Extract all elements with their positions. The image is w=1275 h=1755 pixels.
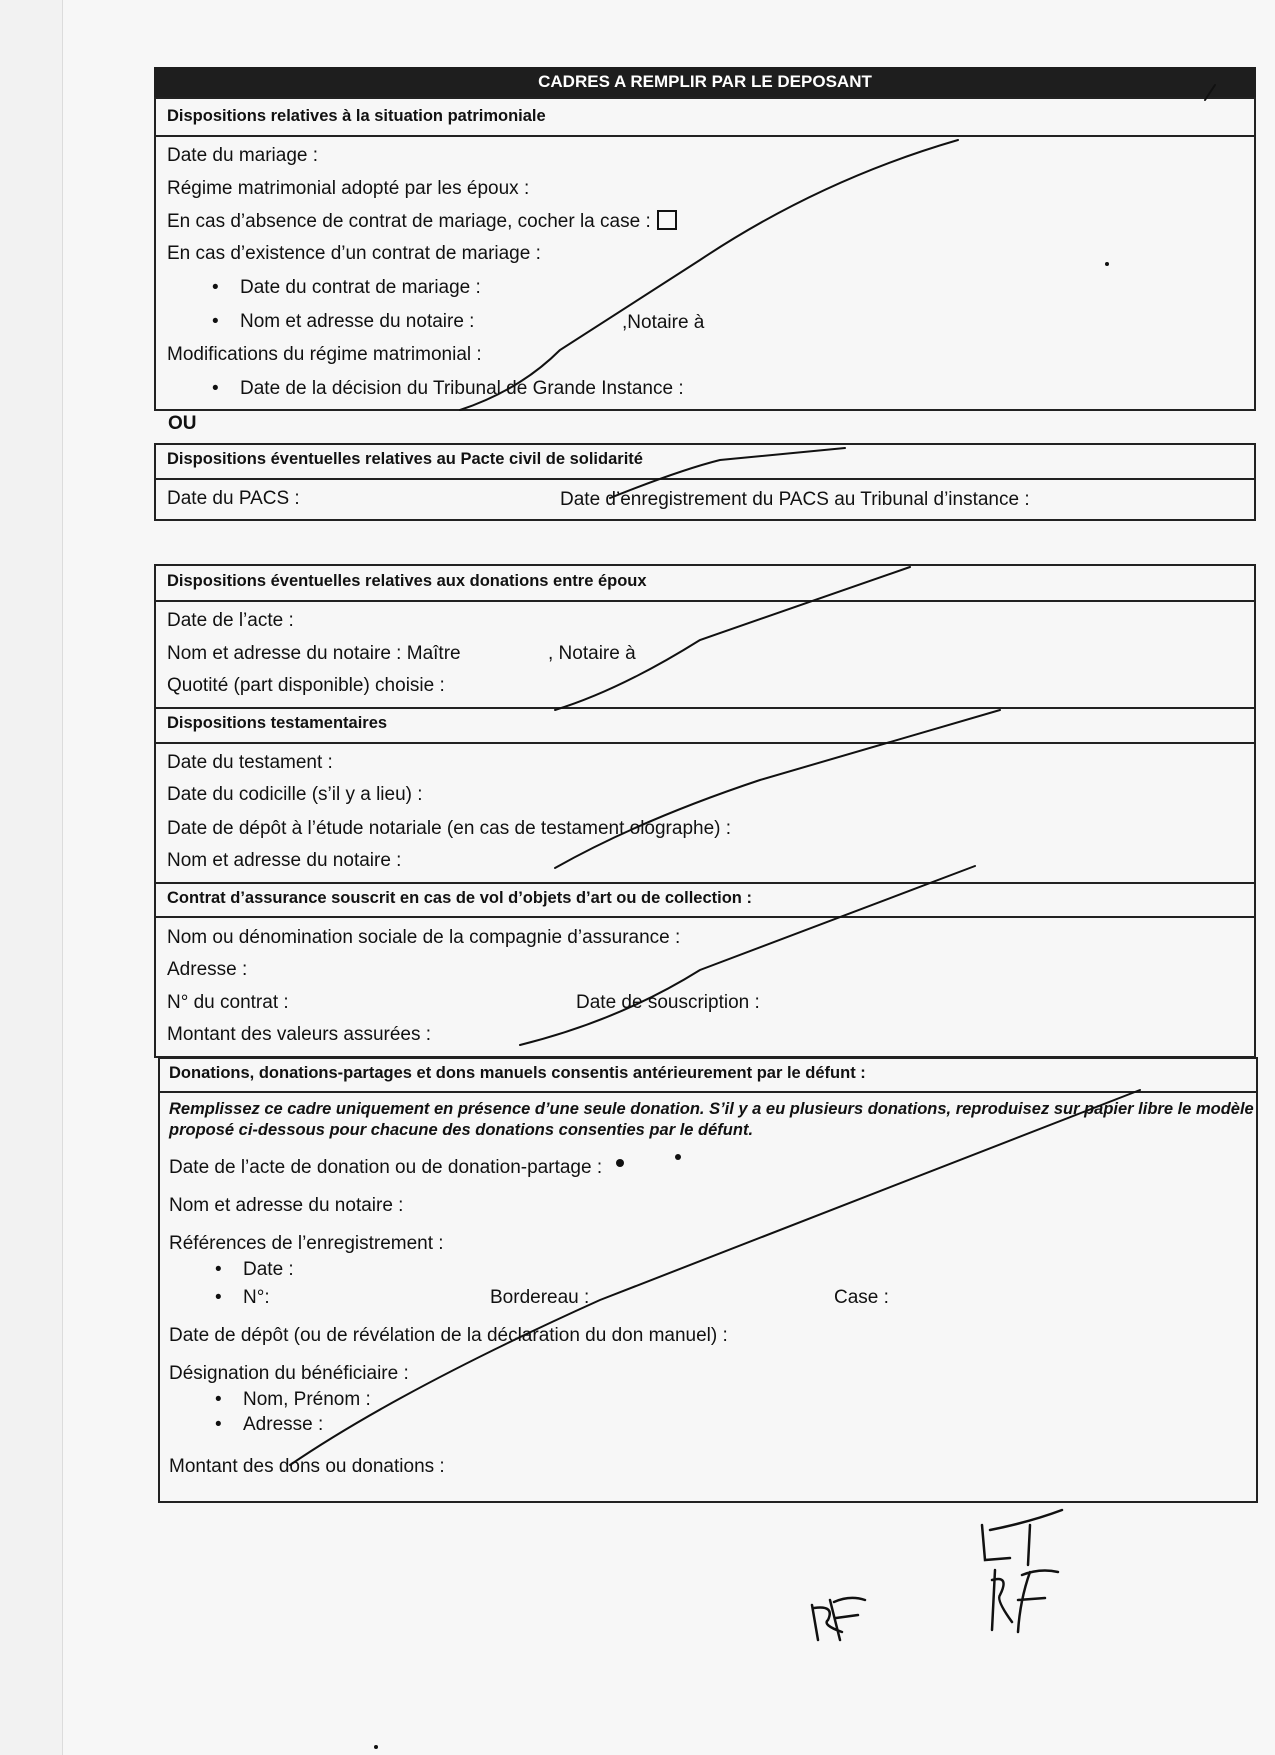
bordereau-label: Bordereau : [490,1287,590,1308]
cancel-stroke [555,567,910,710]
donations-defunt-title: Donations, donations-partages et dons manuels consentis antérieurement par le défunt : [169,1064,866,1082]
date-depot-label: Date de dépôt à l’étude notariale (en cas de testament olographe) : [167,818,732,839]
existence-contrat-label: En cas d’existence d’un contrat de mariage : [167,243,541,264]
date-pacs-label: Date du PACS : [167,488,300,509]
ink-dot [1105,262,1109,266]
absence-contrat-label: En cas d’absence de contrat de mariage, cocher la case : [167,211,651,232]
ou-label: OU [168,413,197,434]
nom-prenom-label: • Nom, Prénom : [243,1389,371,1411]
patrimoniale-title: Dispositions relatives à la situation patrimoniale [167,107,546,125]
quotite-label: Quotité (part disponible) choisie : [167,675,445,696]
cancel-stroke [1205,85,1215,100]
nom-notaire-label: Nom et adresse du notaire : [167,850,402,871]
date-mariage-label: Date du mariage : [167,145,319,166]
cancel-stroke [290,1090,1140,1465]
date-enregistrement-label: Date d’enregistrement du PACS au Tribunal d’instance : [560,489,1030,510]
designation-label: Désignation du bénéficiaire : [169,1363,409,1384]
date-contrat-label: • Date du contrat de mariage : [240,277,481,299]
nom-notaire-label: Nom et adresse du notaire : [169,1195,404,1216]
testamentaires-title: Dispositions testamentaires [167,714,388,732]
date-codicille-label: Date du codicille (s’il y a lieu) : [167,784,423,805]
date-depot-don-label: Date de dépôt (ou de révélation de la déclaration du don manuel) : [169,1325,728,1346]
adresse-label: Adresse : [167,959,248,980]
initials-rf-right [992,1570,1058,1632]
ref-numero-label: • N°: [243,1287,270,1309]
initials-lt [982,1510,1062,1565]
date-acte-donation-label: Date de l’acte de donation ou de donation-partage : [169,1157,603,1178]
beneficiaire-adresse-label: • Adresse : [243,1414,323,1436]
references-label: Références de l’enregistrement : [169,1233,444,1254]
montant-dons-label: Montant des dons ou donations : [169,1456,445,1477]
assurance-title: Contrat d’assurance souscrit en cas de vol d’objets d’art ou de collection : [167,889,752,907]
case-label: Case : [834,1287,889,1308]
ref-date-label: • Date : [243,1259,294,1281]
donations-note: Remplissez ce cadre uniquement en présence d’une seule donation. S’il y a eu plusieurs donations, reproduisez sur papier libre le modèle proposé ci-dessous pour chacune des donations consenties par le défunt. [169,1100,1254,1139]
ink-dot [374,1745,378,1749]
notaire-a-label: , Notaire à [548,643,636,664]
date-decision-label: • Date de la décision du Tribunal de Grande Instance : [240,378,684,400]
maitre-notaire-label: Nom et adresse du notaire : Maître [167,643,461,664]
cancel-stroke [460,140,958,410]
nom-notaire-label: • Nom et adresse du notaire : [240,311,474,333]
donations-epoux-title: Dispositions éventuelles relatives aux donations entre époux [167,572,647,590]
compagnie-label: Nom ou dénomination sociale de la compagnie d’assurance : [167,927,681,948]
ink-dot [675,1154,681,1160]
cancel-stroke [520,866,975,1045]
contrat-label: N° du contrat : [167,992,289,1013]
montant-assure-label: Montant des valeurs assurées : [167,1024,432,1045]
form-header: CADRES A REMPLIR PAR LE DEPOSANT [154,67,1256,97]
souscription-label: Date de souscription : [576,992,760,1013]
modifications-label: Modifications du régime matrimonial : [167,344,482,365]
ink-dot [616,1159,624,1167]
initials-rf-left [812,1598,865,1640]
date-acte-label: Date de l’acte : [167,610,294,631]
cancel-stroke [610,448,845,498]
regime-label: Régime matrimonial adopté par les époux : [167,178,530,199]
date-testament-label: Date du testament : [167,752,333,773]
notaire-a-label: ,Notaire à [622,312,705,333]
pacs-title: Dispositions éventuelles relatives au Pacte civil de solidarité [167,450,643,468]
cancel-stroke [555,710,1000,868]
